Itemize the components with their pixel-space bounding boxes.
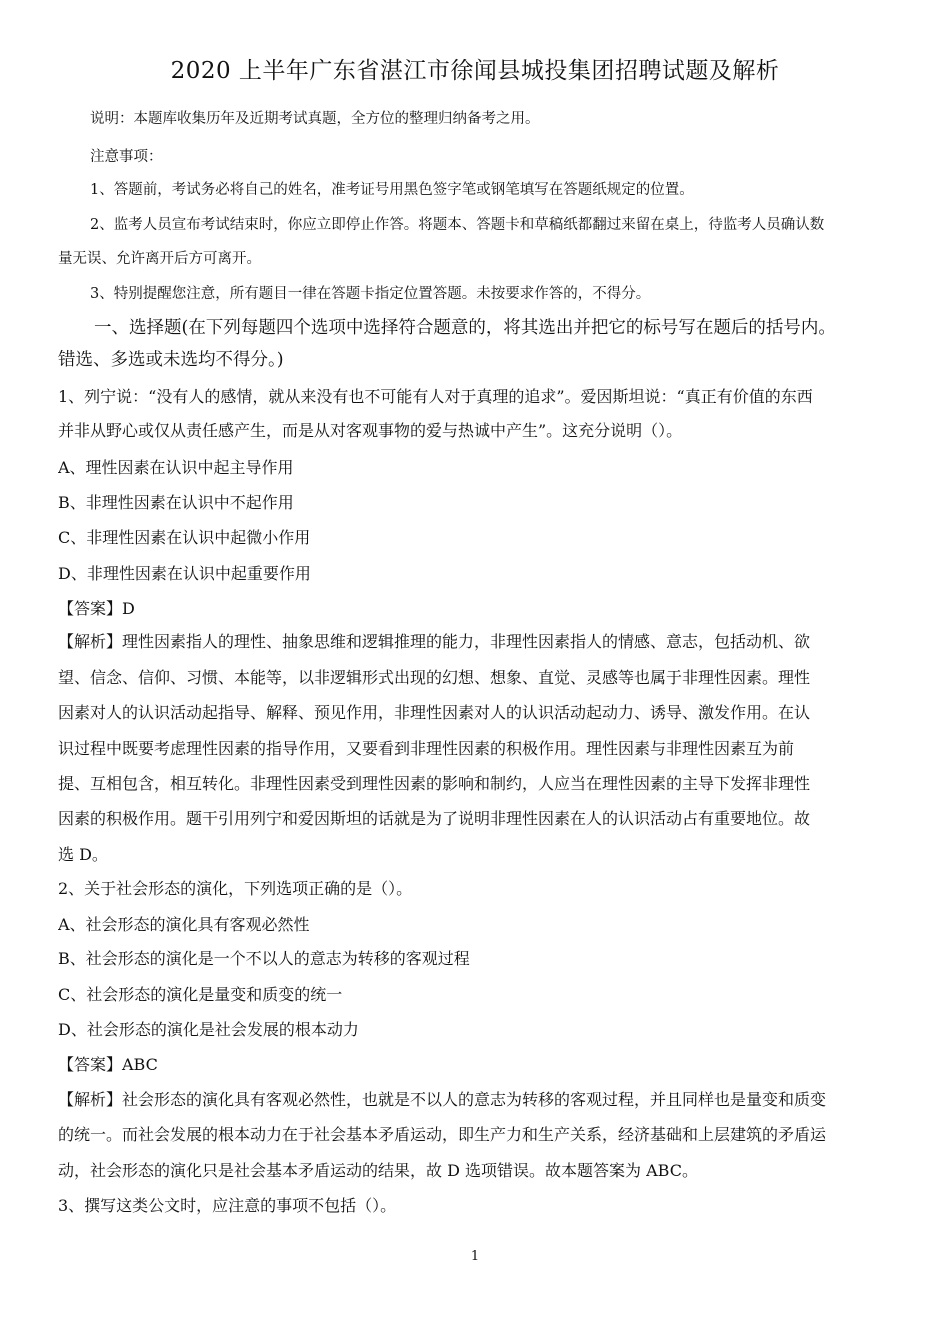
q1-analysis-line-1: 【解析】理性因素指人的理性、抽象思维和逻辑推理的能力，非理性因素指人的情感、意志，包括动机、欲 [58,632,811,651]
q2-option-d: D、社会形态的演化是社会发展的根本动力 [58,1020,359,1039]
q2-option-c: C、社会形态的演化是量变和质变的统一 [58,985,343,1004]
q2-stem: 2、关于社会形态的演化，下列选项正确的是（）。 [58,879,413,898]
q2-analysis-line-2: 的统一。而社会发展的根本动力在于社会基本矛盾运动，即生产力和生产关系，经济基础和上层建筑的矛盾运 [58,1125,827,1144]
attention-item-3: 3、特别提醒您注意，所有题目一律在答题卡指定位置答题。未按要求作答的，不得分。 [90,286,651,302]
q1-option-c: C、非理性因素在认识中起微小作用 [58,528,311,547]
q1-analysis-line-5: 提、互相包含，相互转化。非理性因素受到理性因素的影响和制约，人应当在理性因素的主导下发挥非理性 [58,774,811,793]
section-heading-cont: 错选、多选或未选均不得分。) [58,350,284,370]
q1-stem-line-1: 1、列宁说：“没有人的感情，就从来没有也不可能有人对于真理的追求”。爱因斯坦说：“真正有价值的东西 [58,387,813,406]
q1-analysis-line-7: 选 D。 [58,845,108,864]
q1-option-d: D、非理性因素在认识中起重要作用 [58,564,311,583]
section-heading: 一、选择题(在下列每题四个选项中选择符合题意的，将其选出并把它的标号写在题后的括号内。 [94,318,836,338]
attention-heading: 注意事项： [90,149,163,165]
q1-analysis-line-6: 因素的积极作用。题干引用列宁和爱因斯坦的话就是为了说明非理性因素在人的认识活动占有重要地位。故 [58,809,811,828]
note-text: 说明：本题库收集历年及近期考试真题，全方位的整理归纳备考之用。 [90,111,540,127]
q1-option-b: B、非理性因素在认识中不起作用 [58,493,294,512]
q2-analysis-line-3: 动，社会形态的演化只是社会基本矛盾运动的结果，故 D 选项错误。故本题答案为 ABC。 [58,1161,698,1180]
page-number: 1 [470,1249,480,1264]
attention-item-1: 1、答题前，考试务必将自己的姓名，准考证号用黑色签字笔或钢笔填写在答题纸规定的位置。 [90,182,694,198]
q1-stem-line-2: 并非从野心或仅从责任感产生，而是从对客观事物的爱与热诚中产生”。这充分说明（）。 [58,421,683,440]
q2-answer: 【答案】ABC [58,1055,158,1074]
q2-option-a: A、社会形态的演化具有客观必然性 [58,915,310,934]
q3-stem: 3、撰写这类公文时，应注意的事项不包括（）。 [58,1196,397,1215]
attention-item-2-cont: 量无误、允许离开后方可离开。 [58,251,261,267]
q2-option-b: B、社会形态的演化是一个不以人的意志为转移的客观过程 [58,949,470,968]
attention-item-2: 2、监考人员宣布考试结束时，你应立即停止作答。将题本、答题卡和草稿纸都翻过来留在桌上，待监考人员确认数 [90,217,825,233]
q1-analysis-line-4: 识过程中既要考虑理性因素的指导作用，又要看到非理性因素的积极作用。理性因素与非理性因素互为前 [58,739,795,758]
page-title: 2020 上半年广东省湛江市徐闻县城投集团招聘试题及解析 [170,58,780,84]
q1-analysis-line-3: 因素对人的认识活动起指导、解释、预见作用，非理性因素对人的认识活动起动力、诱导、激发作用。在认 [58,703,811,722]
q2-analysis-line-1: 【解析】社会形态的演化具有客观必然性，也就是不以人的意志为转移的客观过程，并且同样也是量变和质变 [58,1090,827,1109]
q1-analysis-line-2: 望、信念、信仰、习惯、本能等，以非逻辑形式出现的幻想、想象、直觉、灵感等也属于非理性因素。理性 [58,668,811,687]
q1-option-a: A、理性因素在认识中起主导作用 [58,458,294,477]
q1-answer: 【答案】D [58,599,135,618]
